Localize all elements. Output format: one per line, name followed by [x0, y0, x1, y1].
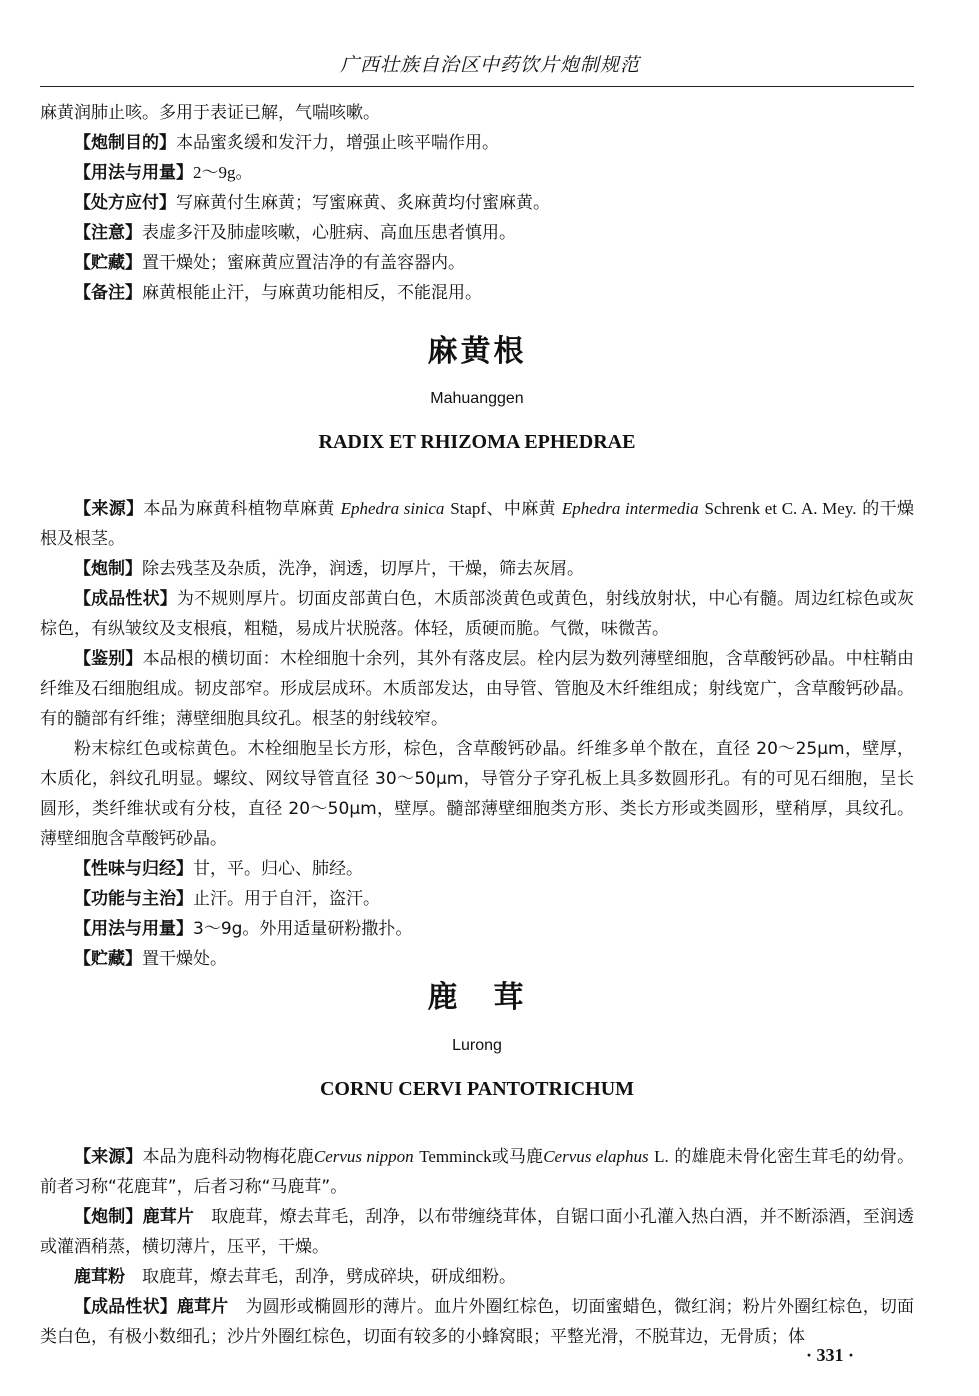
entry-powder: 粉末棕红色或棕黄色。木栓细胞呈长方形，棕色，含草酸钙砂晶。纤维多单个散在，直径 20～25μm，壁厚，木质化，斜纹孔明显。螺纹、网纹导管直径 30～50μm，导管分子穿孔板上具多数圆形孔。有的可见石细胞，呈长圆形，类纤维状或有分枝，直径 20～50μm，壁厚。髓部薄壁细胞类方形、类长方形或类圆形，壁稍厚，具纹孔。薄壁细胞含草酸钙砂晶。 — [40, 739, 914, 849]
field-text: 本品为麻黄科植物草麻黄 — [143, 499, 335, 519]
field-label: 【成品性状】 — [74, 1297, 177, 1317]
sub-label: 鹿茸片 — [142, 1207, 195, 1227]
field-label: 【来源】 — [74, 499, 144, 519]
field-text: 甘，平。归心、肺经。 — [193, 859, 363, 879]
field-label: 【注意】 — [74, 223, 142, 243]
field-text: 为不规则厚片。切面皮部黄白色，木质部淡黄色或黄色，射线放射状，中心有髓。周边红棕色或灰棕色，有纵皱纹及支根痕，粗糙，易成片状脱落。体轻，质硬而脆。气微，味微苦。 — [40, 589, 914, 639]
species-name: Cervus elaphus — [543, 1147, 649, 1166]
entry-source — [40, 1142, 914, 1202]
field-label: 【用法与用量】 — [74, 919, 193, 939]
entry-latin-name: RADIX ET RHIZOMA EPHEDRAE — [318, 431, 636, 453]
entry-processing — [40, 554, 914, 584]
field-label: 【处方应付】 — [74, 193, 176, 213]
entry-source — [40, 494, 914, 554]
field-text: 除去残茎及杂质，洗净，润透，切厚片，干燥，筛去灰屑。 — [142, 559, 584, 579]
field-label: 【性味与归经】 — [74, 859, 193, 879]
entry-characteristics — [40, 1292, 914, 1352]
field-text: 写麻黄付生麻黄；写蜜麻黄、炙麻黄均付蜜麻黄。 — [176, 193, 550, 213]
entry-purpose — [40, 128, 914, 158]
header-rule — [40, 86, 914, 87]
field-text: 、中麻黄 — [486, 499, 557, 519]
entry-powder-processing — [40, 1262, 914, 1292]
field-text: 2～9g。 — [193, 163, 253, 182]
field-text: 止汗。用于自汗，盗汗。 — [193, 889, 380, 909]
entry-processing — [40, 1202, 914, 1262]
entry-body-mahuanggen — [40, 494, 914, 974]
field-text: 取鹿茸，燎去茸毛，刮净，劈成碎块，研成细粉。 — [142, 1267, 516, 1287]
field-text: 本品为鹿科动物梅花鹿 — [142, 1147, 314, 1167]
entry-storage — [40, 944, 914, 974]
entry-caution — [40, 218, 914, 248]
entry-identification — [40, 644, 914, 734]
field-text: 为圆形或椭圆形的薄片。血片外圈红棕色，切面蜜蜡色，微红润；粉片外圈红棕色，切面类白色，有极小数细孔；沙片外圈红棕色，切面有较多的小蜂窝眼；平整光滑，不脱茸边，无骨质；体 — [40, 1297, 915, 1347]
field-label: 【贮藏】 — [74, 253, 142, 273]
entry-characteristics — [40, 584, 914, 644]
page-number: · 331 · — [806, 1345, 855, 1365]
entry-dosage — [40, 158, 914, 188]
field-text: 3～9g。外用适量研粉撒扑。 — [193, 919, 413, 939]
field-text: 置干燥处；蜜麻黄应置洁净的有盖容器内。 — [142, 253, 465, 273]
species-author: Schrenk et C. A. Mey. — [704, 499, 857, 518]
species-author: Stapf — [450, 499, 487, 518]
sub-label: 鹿茸片 — [176, 1297, 229, 1317]
species-author: L. — [654, 1147, 669, 1166]
field-text: 本品根的横切面：木栓细胞十余列，其外有落皮层。栓内层为数列薄壁细胞，含草酸钙砂晶。中柱鞘由纤维及石细胞组成。韧皮部窄。形成层成环。木质部发达，由导管、管胞及木纤维组成；射线宽广，含草酸钙砂晶。有的髓部有纤维；薄壁细胞具纹孔。根茎的射线较窄。 — [40, 649, 915, 729]
prev-entry-tail — [40, 98, 914, 308]
field-text: 或马鹿 — [491, 1147, 544, 1167]
entry-latin-name: CORNU CERVI PANTOTRICHUM — [319, 1078, 635, 1100]
field-text: 取鹿茸，燎去茸毛，刮净，以布带缠绕茸体，自锯口面小孔灌入热白酒，并不断添酒，至润透或灌酒稍蒸，横切薄片，压平，干燥。 — [40, 1207, 915, 1257]
continuation-text: 麻黄润肺止咳。多用于表证已解，气喘咳嗽。 — [40, 103, 380, 123]
field-text: 麻黄根能止汗，与麻黄功能相反，不能混用。 — [142, 283, 482, 303]
entry-pinyin: Lurong — [452, 1037, 502, 1054]
species-name: Cervus nippon — [313, 1147, 414, 1166]
entry-title: 鹿 茸 — [427, 980, 527, 1015]
field-label: 【成品性状】 — [74, 589, 177, 609]
species-name: Ephedra sinica — [340, 499, 445, 518]
field-text: 的雄鹿未骨化密生茸毛的幼骨。前者习称“花鹿茸”，后者习称“马鹿茸”。 — [40, 1147, 915, 1197]
field-label: 【用法与用量】 — [74, 163, 193, 183]
field-label: 【炮制目的】 — [74, 133, 176, 153]
entry-function — [40, 884, 914, 914]
entry-prescription — [40, 188, 914, 218]
entry-remark — [40, 278, 914, 308]
field-label: 【炮制】 — [74, 1207, 143, 1227]
entry-title: 麻黄根 — [427, 334, 527, 369]
entry-storage — [40, 248, 914, 278]
field-text: 表虚多汗及肺虚咳嗽，心脏病、高血压患者慎用。 — [142, 223, 516, 243]
sub-label: 鹿茸粉 — [74, 1267, 125, 1287]
field-label: 【鉴别】 — [74, 649, 143, 669]
field-text: 置干燥处。 — [142, 949, 227, 969]
field-label: 【功能与主治】 — [74, 889, 193, 909]
species-author: Temminck — [419, 1147, 492, 1166]
field-label: 【备注】 — [74, 283, 142, 303]
entry-body-lurong — [40, 1142, 914, 1352]
field-label: 【来源】 — [74, 1147, 143, 1167]
field-text: 本品蜜炙缓和发汗力，增强止咳平喘作用。 — [176, 133, 499, 153]
field-label: 【贮藏】 — [74, 949, 142, 969]
species-name: Ephedra intermedia — [561, 499, 699, 518]
entry-dosage — [40, 914, 914, 944]
field-label: 【炮制】 — [74, 559, 142, 579]
field-text: 的干燥根及根茎。 — [40, 499, 915, 549]
entry-nature — [40, 854, 914, 884]
entry-pinyin: Mahuanggen — [430, 390, 524, 407]
running-header: 广西壮族自治区中药饮片炮制规范 — [339, 54, 640, 76]
